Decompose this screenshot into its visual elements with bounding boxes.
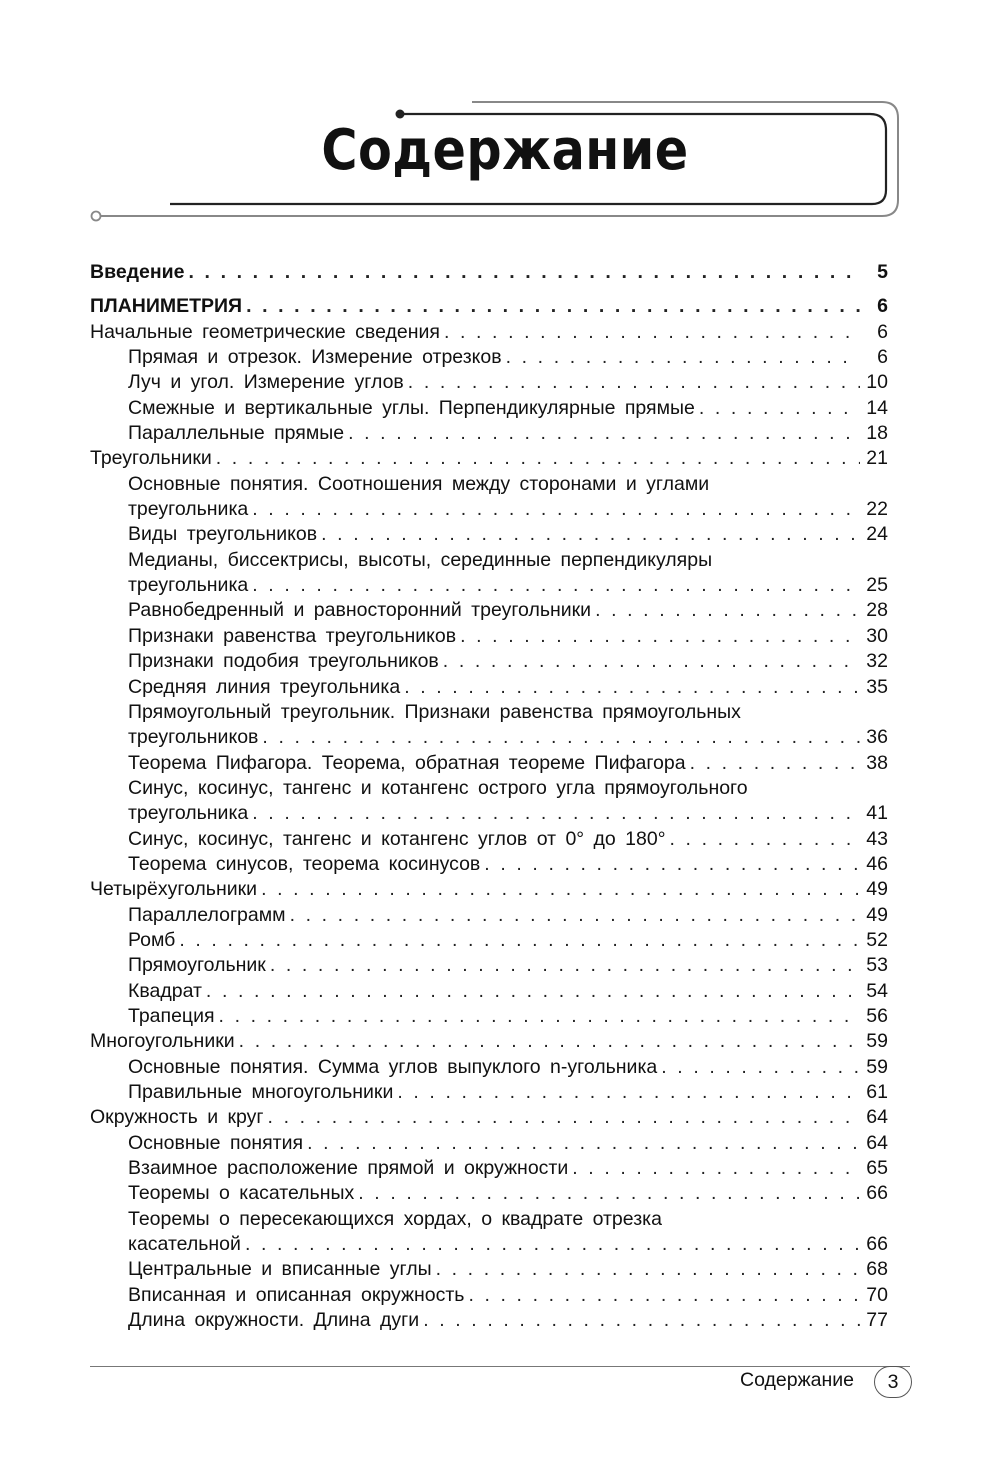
toc-entry-page: 59 <box>866 1030 888 1053</box>
dot-leader <box>423 1308 860 1333</box>
toc-entry-page: 59 <box>866 1055 888 1078</box>
toc-entry[interactable] <box>90 446 888 471</box>
toc-entry-title: Основные понятия. Сумма углов выпуклого n-угольника <box>128 1055 658 1078</box>
toc-entry-page: 10 <box>866 371 888 394</box>
dot-leader <box>252 497 860 522</box>
toc-entry-title: Основные понятия <box>128 1131 304 1154</box>
toc-entry-title: Трапеция <box>128 1004 215 1027</box>
toc-entry-title: Ромб <box>128 928 176 951</box>
toc-entry-title: Медианы, биссектрисы, высоты, серединные перпендикуляры <box>128 548 713 571</box>
dot-leader <box>261 877 860 902</box>
toc-entry-title: Начальные геометрические сведения <box>90 320 440 343</box>
footer-label: Содержание <box>740 1369 854 1391</box>
toc-entry-title: ПЛАНИМЕТРИЯ <box>90 295 243 318</box>
toc-entry-title: Вписанная и описанная окружность <box>128 1283 465 1306</box>
toc-entry-page: 49 <box>866 878 888 901</box>
toc-entry-title: Основные понятия. Соотношения между сторонами и углами <box>128 472 710 495</box>
toc-entry-title: касательной <box>128 1233 241 1256</box>
toc-entry-title: Прямая и отрезок. Измерение отрезков <box>128 346 502 369</box>
toc-entry-page: 64 <box>866 1131 888 1154</box>
toc-entry[interactable] <box>90 1232 888 1257</box>
toc-entry-page: 6 <box>877 320 888 343</box>
toc-entry[interactable] <box>90 396 888 421</box>
dot-leader <box>358 1181 860 1206</box>
toc-entry[interactable] <box>90 522 888 547</box>
toc-entry[interactable] <box>90 1029 888 1054</box>
toc-entry-page: 41 <box>866 802 888 825</box>
toc-entry-page: 24 <box>866 523 888 546</box>
dot-leader <box>239 1029 860 1054</box>
toc-entry-page: 18 <box>866 422 888 445</box>
toc-entry-title: Правильные многоугольники <box>128 1081 394 1103</box>
toc-entry-title: треугольника <box>128 574 249 597</box>
dot-leader <box>595 598 860 623</box>
toc-entry-page: 68 <box>866 1258 888 1281</box>
dot-leader <box>468 1283 860 1308</box>
toc-entry-page: 61 <box>866 1081 888 1103</box>
toc-entry[interactable] <box>90 953 888 978</box>
dot-leader <box>270 953 860 978</box>
toc-entry-title: Многоугольники <box>90 1030 235 1053</box>
toc-entry[interactable] <box>90 675 888 700</box>
toc-entry[interactable] <box>90 624 888 649</box>
toc-entry-page: 30 <box>866 624 888 647</box>
dot-leader <box>246 294 860 319</box>
dot-leader <box>206 979 860 1004</box>
toc-entry-page: 46 <box>866 852 888 875</box>
toc-entry-page: 49 <box>866 903 888 926</box>
toc-entry-title: Признаки равенства треугольников <box>128 624 457 647</box>
dot-leader <box>397 1080 860 1105</box>
dot-leader <box>219 1004 860 1029</box>
toc-entry-page: 77 <box>866 1309 888 1332</box>
dot-leader <box>670 827 861 852</box>
dot-leader <box>661 1055 860 1080</box>
toc-entry[interactable] <box>90 1257 888 1282</box>
toc-entry-page: 43 <box>866 827 888 850</box>
dot-leader <box>506 345 860 370</box>
dot-leader <box>460 624 860 649</box>
toc-entry[interactable] <box>90 497 888 522</box>
page-title: Содержание <box>321 118 689 183</box>
toc-entry[interactable] <box>90 801 888 826</box>
toc-entry[interactable] <box>90 649 888 674</box>
toc-entry-title: Смежные и вертикальные углы. Перпендикулярные прямые <box>128 396 695 419</box>
toc-entry-page: 14 <box>866 396 888 419</box>
toc-entry-page: 53 <box>866 954 888 977</box>
toc-entry-title: Признаки подобия треугольников <box>128 650 439 673</box>
toc-entry-title: Четырёхугольники <box>90 878 258 901</box>
toc-entry-title: треугольников <box>128 726 259 749</box>
toc-entry-page: 65 <box>866 1157 888 1180</box>
page-number: 3 <box>874 1366 912 1398</box>
dot-leader <box>262 725 860 750</box>
toc-entry[interactable] <box>90 903 888 928</box>
dot-leader <box>484 852 860 877</box>
toc-entry[interactable] <box>90 1080 888 1105</box>
toc-entry-title: Синус, косинус, тангенс и котангенс углов от 0° до 180° <box>128 827 666 850</box>
toc-entry[interactable] <box>90 1105 888 1130</box>
toc-entry[interactable] <box>90 751 888 776</box>
toc-entry-title: Равнобедренный и равносторонний треугольники <box>128 599 592 622</box>
toc-entry[interactable] <box>90 548 888 573</box>
toc-entry-title: Теоремы о касательных <box>128 1182 355 1205</box>
toc-entry[interactable] <box>90 260 888 285</box>
toc-entry[interactable] <box>90 1156 888 1181</box>
dot-leader <box>216 446 860 471</box>
toc-entry[interactable] <box>90 877 888 902</box>
toc-entry-page: 56 <box>866 1004 888 1027</box>
dot-leader <box>307 1131 860 1156</box>
dot-leader <box>189 260 861 285</box>
table-of-contents <box>90 260 888 1333</box>
toc-entry[interactable] <box>90 573 888 598</box>
toc-entry[interactable] <box>90 1283 888 1308</box>
toc-entry[interactable] <box>90 345 888 370</box>
toc-entry-page: 6 <box>877 346 888 369</box>
toc-entry-title: Синус, косинус, тангенс и котангенс острого угла прямоугольного <box>128 776 748 799</box>
toc-entry[interactable] <box>90 725 888 750</box>
toc-entry[interactable] <box>90 1055 888 1080</box>
toc-entry[interactable] <box>90 1207 888 1232</box>
dot-leader <box>290 903 860 928</box>
toc-entry-page: 5 <box>877 261 888 283</box>
toc-entry-page: 54 <box>866 979 888 1002</box>
toc-entry[interactable] <box>90 928 888 953</box>
toc-entry-page: 64 <box>866 1106 888 1129</box>
toc-entry-page: 28 <box>866 599 888 622</box>
toc-entry-title: Квадрат <box>128 979 202 1002</box>
toc-entry-page: 22 <box>866 498 888 521</box>
toc-entry-title: треугольника <box>128 802 249 825</box>
toc-entry[interactable] <box>90 472 888 497</box>
toc-entry-page: 25 <box>866 574 888 597</box>
toc-entry-title: Окружность и круг <box>90 1106 264 1129</box>
toc-entry-title: Центральные и вписанные углы <box>128 1258 432 1281</box>
dot-leader <box>690 751 860 776</box>
toc-entry-title: Прямоугольник <box>128 954 266 977</box>
toc-entry-page: 52 <box>866 928 888 951</box>
dot-leader <box>572 1156 860 1181</box>
toc-entry-title: Теоремы о пересекающихся хордах, о квадрате отрезка <box>128 1207 662 1230</box>
toc-entry-title: треугольника <box>128 498 249 521</box>
toc-entry[interactable] <box>90 294 888 319</box>
toc-entry-page: 35 <box>866 675 888 698</box>
dot-leader <box>408 370 860 395</box>
toc-entry[interactable] <box>90 852 888 877</box>
toc-entry-title: Длина окружности. Длина дуги <box>128 1309 420 1332</box>
toc-entry-page: 70 <box>866 1283 888 1306</box>
toc-entry-title: Луч и угол. Измерение углов <box>128 371 404 394</box>
toc-entry-page: 21 <box>866 447 888 470</box>
toc-entry[interactable] <box>90 320 888 345</box>
toc-entry[interactable] <box>90 827 888 852</box>
toc-entry-title: Параллельные прямые <box>128 422 345 445</box>
toc-entry[interactable] <box>90 1004 888 1029</box>
toc-entry-title: Параллелограмм <box>128 903 286 926</box>
toc-entry-title: Теорема синусов, теорема косинусов <box>128 852 481 875</box>
toc-entry-title: Виды треугольников <box>128 523 318 546</box>
toc-entry-page: 66 <box>866 1182 888 1205</box>
toc-entry[interactable] <box>90 700 888 725</box>
toc-entry-page: 38 <box>866 751 888 774</box>
toc-entry-title: Прямоугольный треугольник. Признаки равенства прямоугольных <box>128 700 741 723</box>
toc-entry-title: Средняя линия треугольника <box>128 675 401 698</box>
dot-leader <box>321 522 860 547</box>
dot-leader <box>444 320 860 345</box>
toc-entry-page: 66 <box>866 1233 888 1256</box>
toc-entry[interactable] <box>90 1181 888 1206</box>
dot-leader <box>348 421 860 446</box>
toc-entry-page: 32 <box>866 650 888 673</box>
toc-entry[interactable] <box>90 979 888 1004</box>
footer-divider <box>90 1366 910 1367</box>
toc-entry[interactable] <box>90 421 888 446</box>
toc-entry[interactable] <box>90 776 888 801</box>
toc-entry[interactable] <box>90 370 888 395</box>
dot-leader <box>252 573 860 598</box>
dot-leader <box>699 396 860 421</box>
toc-entry[interactable] <box>90 1308 888 1333</box>
dot-leader <box>268 1105 860 1130</box>
dot-leader <box>443 649 860 674</box>
toc-entry-title: Взаимное расположение прямой и окружности <box>128 1157 569 1180</box>
dot-leader <box>436 1257 860 1282</box>
dot-leader <box>179 928 860 953</box>
toc-entry-page: 36 <box>866 726 888 749</box>
toc-entry-title: Введение <box>90 261 185 283</box>
toc-entry-title: Теорема Пифагора. Теорема, обратная теореме Пифагора <box>128 751 686 774</box>
toc-entry[interactable] <box>90 598 888 623</box>
dot-leader <box>245 1232 860 1257</box>
toc-entry-page: 6 <box>877 295 888 318</box>
toc-entry-title: Треугольники <box>90 447 212 470</box>
toc-entry[interactable] <box>90 1131 888 1156</box>
dot-leader <box>404 675 860 700</box>
dot-leader <box>252 801 860 826</box>
